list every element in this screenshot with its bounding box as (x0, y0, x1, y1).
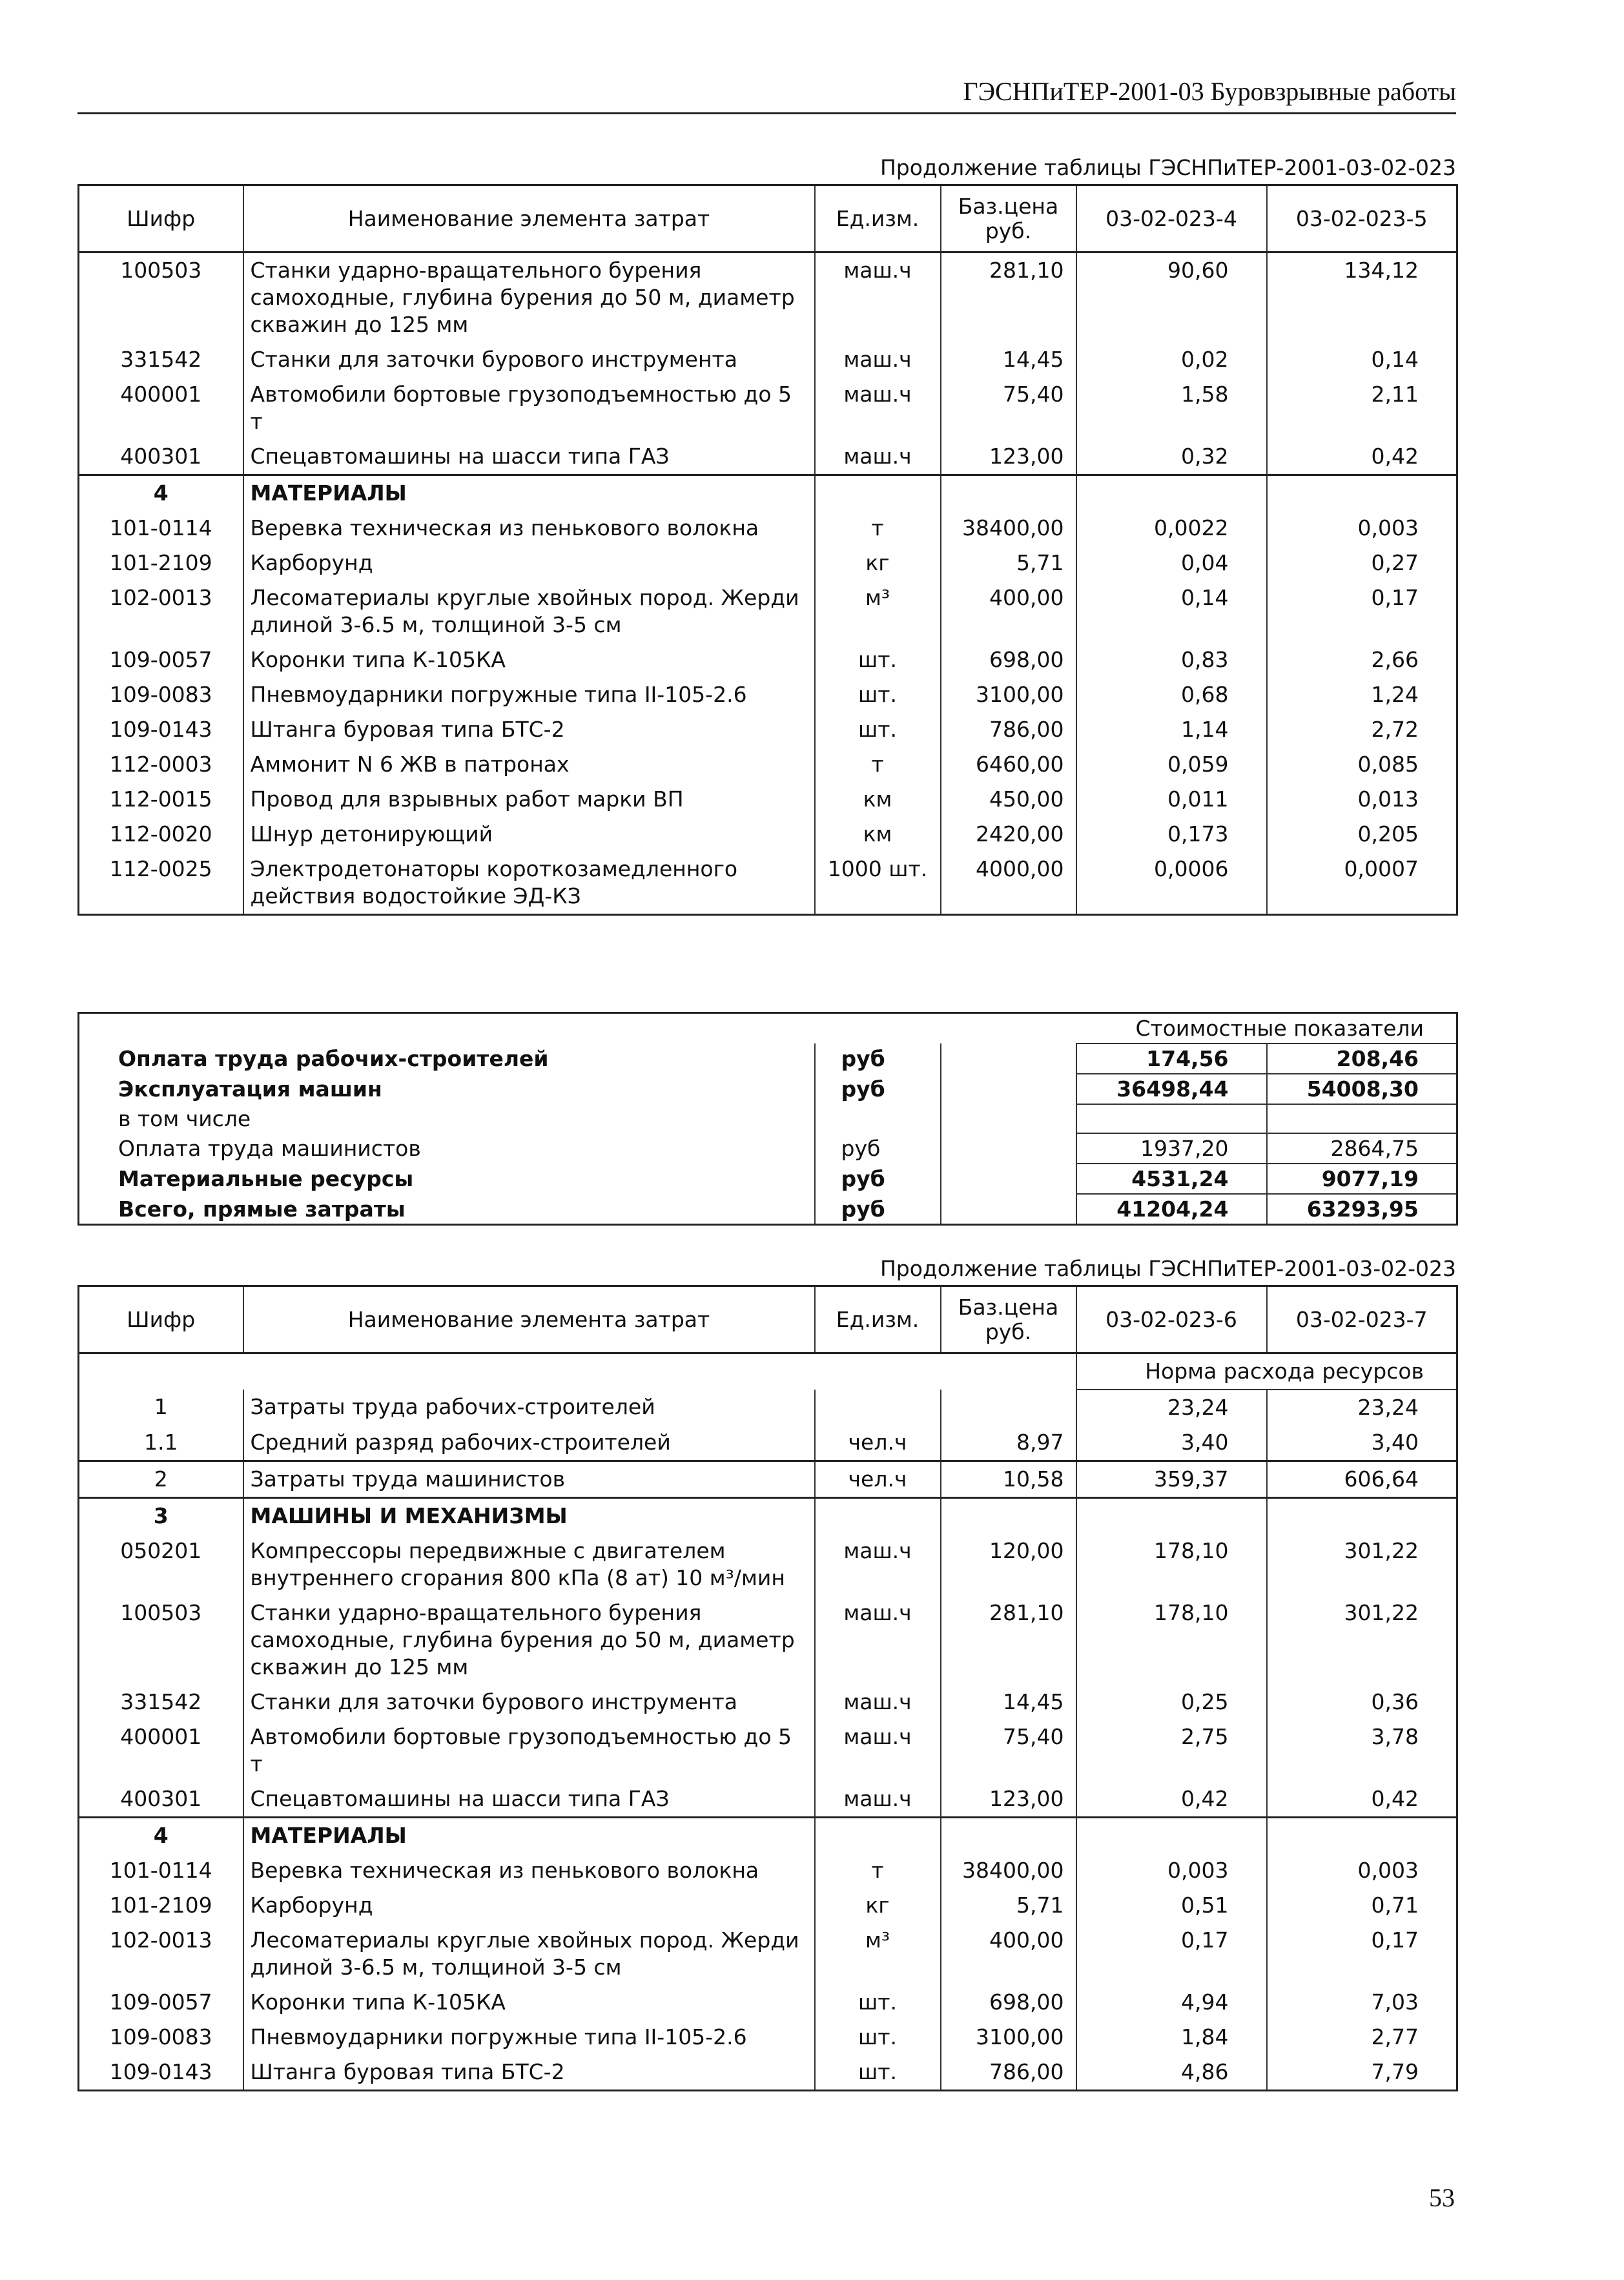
row-value-1 (1076, 475, 1267, 511)
table2-body (79, 1353, 1457, 2091)
norm-spacer (79, 1353, 1076, 1390)
table-row (79, 852, 1457, 915)
summary-label: Материальные ресурсы (118, 1166, 414, 1191)
summary-unit: руб (815, 1194, 941, 1225)
summary-value-2 (1267, 1104, 1457, 1133)
row-unit: маш.ч (815, 252, 941, 343)
row-unit: маш.ч (815, 1720, 941, 1782)
row-value-2: 0,36 (1267, 1685, 1457, 1720)
row-name: Пневмоударники погружные типа II-105-2.6 (243, 2020, 815, 2055)
row-value-1: 0,42 (1076, 1782, 1267, 1818)
table-row (79, 580, 1457, 642)
row-price: 75,40 (941, 377, 1076, 439)
row-code: 1 (79, 1390, 243, 1425)
row-value-1: 0,51 (1076, 1888, 1267, 1923)
table-row (79, 1923, 1457, 1985)
row-value-2: 0,013 (1267, 782, 1457, 817)
table-row (79, 677, 1457, 712)
row-value-2: 7,03 (1267, 1985, 1457, 2020)
table-row (79, 747, 1457, 782)
header-code: Шифр (79, 1286, 243, 1353)
summary-blank (941, 1104, 1076, 1133)
row-unit (815, 1818, 941, 1854)
summary-blank (941, 1074, 1076, 1104)
row-unit: т (815, 511, 941, 546)
row-price: 38400,00 (941, 511, 1076, 546)
row-price: 281,10 (941, 252, 1076, 343)
row-unit: маш.ч (815, 1596, 941, 1685)
row-value-2: 0,17 (1267, 1923, 1457, 1985)
row-price: 698,00 (941, 1985, 1076, 2020)
table-row (79, 1782, 1457, 1818)
header-col2: 03-02-023-7 (1267, 1286, 1457, 1353)
row-name: Штанга буровая типа БТС-2 (243, 2055, 815, 2091)
row-value-1: 178,10 (1076, 1534, 1267, 1596)
row-price: 123,00 (941, 1782, 1076, 1818)
row-code: 109-0057 (79, 642, 243, 677)
cost-summary (77, 1012, 1458, 1226)
row-code: 109-0057 (79, 1985, 243, 2020)
row-unit: маш.ч (815, 1685, 941, 1720)
row-unit: 1000 шт. (815, 852, 941, 915)
row-name: Затраты труда рабочих-строителей (243, 1390, 815, 1425)
row-value-1: 0,173 (1076, 817, 1267, 852)
header-col2: 03-02-023-5 (1267, 185, 1457, 252)
row-unit: чел.ч (815, 1461, 941, 1498)
row-value-2: 3,78 (1267, 1720, 1457, 1782)
row-code: 400001 (79, 377, 243, 439)
row-value-1: 0,14 (1076, 580, 1267, 642)
row-price: 8,97 (941, 1425, 1076, 1461)
table-row (79, 2020, 1457, 2055)
table-row (79, 1425, 1457, 1461)
table-row (79, 377, 1457, 439)
summary-value-1: 174,56 (1076, 1043, 1267, 1074)
row-name: Лесоматериалы круглые хвойных пород. Жерди длиной 3-6.5 м, толщиной 3-5 см (243, 1923, 815, 1985)
row-price: 123,00 (941, 439, 1076, 475)
table1-caption: Продолжение таблицы ГЭСНПиТЕР-2001-03-02-023 (879, 155, 1456, 180)
summary-value-1: 36498,44 (1076, 1074, 1267, 1104)
row-name: Спецавтомашины на шасси типа ГАЗ (243, 439, 815, 475)
row-code: 109-0143 (79, 2055, 243, 2091)
row-unit: м³ (815, 580, 941, 642)
row-code: 100503 (79, 252, 243, 343)
row-name: Веревка техническая из пенькового волокна (243, 511, 815, 546)
row-price: 38400,00 (941, 1853, 1076, 1888)
summary-value-1 (1076, 1104, 1267, 1133)
summary-value-1: 4531,24 (1076, 1164, 1267, 1194)
row-unit: чел.ч (815, 1425, 941, 1461)
row-value-1: 0,17 (1076, 1923, 1267, 1985)
row-price (941, 475, 1076, 511)
row-code: 331542 (79, 342, 243, 377)
row-value-1: 4,86 (1076, 2055, 1267, 2091)
header-price: Баз.цена руб. (941, 185, 1076, 252)
row-name: Веревка техническая из пенькового волокна (243, 1853, 815, 1888)
row-price: 3100,00 (941, 677, 1076, 712)
row-value-2: 606,64 (1267, 1461, 1457, 1498)
table-row (79, 1985, 1457, 2020)
row-code: 109-0083 (79, 677, 243, 712)
row-name: Затраты труда машинистов (243, 1461, 815, 1498)
summary-unit (815, 1104, 941, 1133)
row-name: Станки для заточки бурового инструмента (243, 342, 815, 377)
row-code: 4 (79, 1818, 243, 1854)
row-value-1: 0,25 (1076, 1685, 1267, 1720)
summary-value-2: 208,46 (1267, 1043, 1457, 1074)
summary-row (79, 1074, 1457, 1104)
row-value-2: 134,12 (1267, 252, 1457, 343)
summary-unit: руб (815, 1043, 941, 1074)
row-unit: маш.ч (815, 1782, 941, 1818)
table-row (79, 1888, 1457, 1923)
row-code: 101-2109 (79, 546, 243, 580)
row-name: Коронки типа К-105КА (243, 642, 815, 677)
row-value-1: 0,0006 (1076, 852, 1267, 915)
row-value-1: 0,003 (1076, 1853, 1267, 1888)
row-code: 102-0013 (79, 580, 243, 642)
header-code: Шифр (79, 185, 243, 252)
row-value-1: 0,83 (1076, 642, 1267, 677)
row-name: Штанга буровая типа БТС-2 (243, 712, 815, 747)
row-value-2 (1267, 1818, 1457, 1854)
row-value-2: 0,14 (1267, 342, 1457, 377)
row-value-1: 0,02 (1076, 342, 1267, 377)
row-code: 112-0025 (79, 852, 243, 915)
row-code: 101-0114 (79, 511, 243, 546)
row-code: 3 (79, 1498, 243, 1534)
header-unit: Ед.изм. (815, 185, 941, 252)
summary-heading-row (79, 1013, 1457, 1044)
table-row (79, 439, 1457, 475)
summary-value-2: 63293,95 (1267, 1194, 1457, 1225)
row-name: Автомобили бортовые грузоподъемностью до 5 т (243, 1720, 815, 1782)
table-row (79, 817, 1457, 852)
row-unit: маш.ч (815, 1534, 941, 1596)
row-value-1: 178,10 (1076, 1596, 1267, 1685)
row-value-2: 0,27 (1267, 546, 1457, 580)
table-row (79, 1853, 1457, 1888)
row-price (941, 1390, 1076, 1425)
row-price: 450,00 (941, 782, 1076, 817)
row-name: Провод для взрывных работ марки ВП (243, 782, 815, 817)
row-value-2: 301,22 (1267, 1534, 1457, 1596)
row-code: 331542 (79, 1685, 243, 1720)
row-unit: маш.ч (815, 377, 941, 439)
row-value-2: 0,42 (1267, 439, 1457, 475)
row-price: 2420,00 (941, 817, 1076, 852)
page-number: 53 (1429, 2183, 1455, 2212)
row-value-2: 3,40 (1267, 1425, 1457, 1461)
row-value-2: 2,66 (1267, 642, 1457, 677)
row-name: Автомобили бортовые грузоподъемностью до 5 т (243, 377, 815, 439)
row-unit: км (815, 817, 941, 852)
row-name: МАТЕРИАЛЫ (243, 475, 815, 511)
row-value-1: 0,68 (1076, 677, 1267, 712)
row-value-2: 0,003 (1267, 511, 1457, 546)
row-value-1: 359,37 (1076, 1461, 1267, 1498)
row-code: 112-0020 (79, 817, 243, 852)
row-unit: м³ (815, 1923, 941, 1985)
row-code: 400301 (79, 1782, 243, 1818)
row-unit: шт. (815, 1985, 941, 2020)
row-name: Станки ударно-вращательного бурения самоходные, глубина бурения до 50 м, диаметр скважин до 125 мм (243, 252, 815, 343)
row-value-1: 0,04 (1076, 546, 1267, 580)
row-name: Шнур детонирующий (243, 817, 815, 852)
row-unit: шт. (815, 642, 941, 677)
row-value-1: 1,14 (1076, 712, 1267, 747)
row-unit (815, 1390, 941, 1425)
row-value-2: 0,0007 (1267, 852, 1457, 915)
row-value-1: 4,94 (1076, 1985, 1267, 2020)
row-code: 2 (79, 1461, 243, 1498)
summary-row (79, 1194, 1457, 1225)
row-name: Станки для заточки бурового инструмента (243, 1685, 815, 1720)
header-col1: 03-02-023-4 (1076, 185, 1267, 252)
summary-label: Оплата труда машинистов (118, 1136, 421, 1161)
table1-body (79, 252, 1457, 915)
summary-row (79, 1164, 1457, 1194)
summary-value-1: 1937,20 (1076, 1133, 1267, 1164)
table-row (79, 1390, 1457, 1425)
summary-blank (941, 1164, 1076, 1194)
row-price: 698,00 (941, 642, 1076, 677)
row-price (941, 1498, 1076, 1534)
row-name: Станки ударно-вращательного бурения самоходные, глубина бурения до 50 м, диаметр скважин до 125 мм (243, 1596, 815, 1685)
document-title: ГЭСНПиТЕР-2001-03 Буровзрывные работы (963, 77, 1456, 106)
row-unit: т (815, 747, 941, 782)
row-unit: км (815, 782, 941, 817)
summary-spacer (79, 1013, 1076, 1044)
header-price: Баз.цена руб. (941, 1286, 1076, 1353)
summary-blank (941, 1133, 1076, 1164)
summary-row (79, 1133, 1457, 1164)
row-value-2: 301,22 (1267, 1596, 1457, 1685)
resource-table-1 (77, 184, 1458, 916)
row-value-1 (1076, 1498, 1267, 1534)
table-row (79, 1534, 1457, 1596)
row-name: МАШИНЫ И МЕХАНИЗМЫ (243, 1498, 815, 1534)
table-row (79, 546, 1457, 580)
row-code: 400301 (79, 439, 243, 475)
summary-label: в том числе (118, 1106, 251, 1131)
row-value-1: 0,059 (1076, 747, 1267, 782)
row-unit: кг (815, 1888, 941, 1923)
table-row (79, 1596, 1457, 1685)
summary-value-2: 2864,75 (1267, 1133, 1457, 1164)
row-value-1: 3,40 (1076, 1425, 1267, 1461)
row-value-2: 0,42 (1267, 1782, 1457, 1818)
row-price: 400,00 (941, 1923, 1076, 1985)
row-price: 4000,00 (941, 852, 1076, 915)
summary-label: Эксплуатация машин (118, 1076, 382, 1102)
header-name: Наименование элемента затрат (243, 185, 815, 252)
row-price: 400,00 (941, 580, 1076, 642)
row-price: 6460,00 (941, 747, 1076, 782)
row-price: 14,45 (941, 342, 1076, 377)
summary-blank (941, 1043, 1076, 1074)
table-row (79, 642, 1457, 677)
row-code: 4 (79, 475, 243, 511)
row-code: 101-0114 (79, 1853, 243, 1888)
row-unit: шт. (815, 2020, 941, 2055)
table-row (79, 782, 1457, 817)
row-name: Компрессоры передвижные с двигателем внутреннего сгорания 800 кПа (8 ат) 10 м³/мин (243, 1534, 815, 1596)
summary-value-2: 54008,30 (1267, 1074, 1457, 1104)
row-value-2: 0,71 (1267, 1888, 1457, 1923)
row-unit: маш.ч (815, 439, 941, 475)
row-value-1: 2,75 (1076, 1720, 1267, 1782)
summary-value-1: 41204,24 (1076, 1194, 1267, 1225)
row-value-2: 2,11 (1267, 377, 1457, 439)
row-name: Коронки типа К-105КА (243, 1985, 815, 2020)
page-header (77, 72, 1456, 114)
row-value-1: 1,58 (1076, 377, 1267, 439)
row-code: 100503 (79, 1596, 243, 1685)
row-value-2 (1267, 475, 1457, 511)
table-row (79, 252, 1457, 343)
row-code: 101-2109 (79, 1888, 243, 1923)
row-name: Спецавтомашины на шасси типа ГАЗ (243, 1782, 815, 1818)
table-row (79, 1461, 1457, 1498)
summary-body (79, 1013, 1457, 1225)
summary-row (79, 1043, 1457, 1074)
row-unit: шт. (815, 2055, 941, 2091)
row-name: Лесоматериалы круглые хвойных пород. Жерди длиной 3-6.5 м, толщиной 3-5 см (243, 580, 815, 642)
row-value-2: 2,77 (1267, 2020, 1457, 2055)
row-name: Электродетонаторы короткозамедленного действия водостойкие ЭД-КЗ (243, 852, 815, 915)
table2-caption: Продолжение таблицы ГЭСНПиТЕР-2001-03-02-023 (879, 1256, 1456, 1281)
row-code: 109-0083 (79, 2020, 243, 2055)
summary-unit: руб (815, 1164, 941, 1194)
row-price (941, 1818, 1076, 1854)
row-code: 112-0003 (79, 747, 243, 782)
header-col1: 03-02-023-6 (1076, 1286, 1267, 1353)
norm-label: Норма расхода ресурсов (1076, 1353, 1457, 1390)
row-price: 120,00 (941, 1534, 1076, 1596)
row-name: Аммонит N 6 ЖВ в патронах (243, 747, 815, 782)
row-price: 10,58 (941, 1461, 1076, 1498)
row-unit (815, 475, 941, 511)
table-row (79, 1720, 1457, 1782)
table-row (79, 712, 1457, 747)
row-name: Пневмоударники погружные типа II-105-2.6 (243, 677, 815, 712)
row-unit: кг (815, 546, 941, 580)
section-row (79, 1498, 1457, 1534)
row-price: 5,71 (941, 546, 1076, 580)
row-value-2: 0,085 (1267, 747, 1457, 782)
summary-row (79, 1104, 1457, 1133)
table-row (79, 1685, 1457, 1720)
row-price: 3100,00 (941, 2020, 1076, 2055)
row-price: 75,40 (941, 1720, 1076, 1782)
row-value-1: 0,32 (1076, 439, 1267, 475)
table-row (79, 342, 1457, 377)
summary-unit: руб (815, 1133, 941, 1164)
row-value-2: 23,24 (1267, 1390, 1457, 1425)
row-unit (815, 1498, 941, 1534)
summary-label: Всего, прямые затраты (118, 1196, 406, 1222)
row-value-1: 90,60 (1076, 252, 1267, 343)
row-price: 5,71 (941, 1888, 1076, 1923)
summary-blank (941, 1194, 1076, 1225)
row-unit: шт. (815, 712, 941, 747)
summary-label: Оплата труда рабочих-строителей (118, 1046, 549, 1071)
row-name: Карборунд (243, 1888, 815, 1923)
row-value-1: 23,24 (1076, 1390, 1267, 1425)
row-value-2: 7,79 (1267, 2055, 1457, 2091)
resource-table-2 (77, 1285, 1458, 2091)
summary-unit: руб (815, 1074, 941, 1104)
row-value-2: 0,205 (1267, 817, 1457, 852)
row-value-1: 0,011 (1076, 782, 1267, 817)
row-name: Карборунд (243, 546, 815, 580)
table-row (79, 2055, 1457, 2091)
summary-value-2: 9077,19 (1267, 1164, 1457, 1194)
row-value-1: 1,84 (1076, 2020, 1267, 2055)
header-unit: Ед.изм. (815, 1286, 941, 1353)
row-value-1 (1076, 1818, 1267, 1854)
section-row (79, 475, 1457, 511)
row-value-2: 0,003 (1267, 1853, 1457, 1888)
row-price: 14,45 (941, 1685, 1076, 1720)
table-row (79, 511, 1457, 546)
row-value-2: 0,17 (1267, 580, 1457, 642)
row-code: 1.1 (79, 1425, 243, 1461)
row-code: 050201 (79, 1534, 243, 1596)
row-code: 400001 (79, 1720, 243, 1782)
summary-heading: Стоимостные показатели (1076, 1013, 1457, 1044)
header-name: Наименование элемента затрат (243, 1286, 815, 1353)
row-value-2: 2,72 (1267, 712, 1457, 747)
row-value-1: 0,0022 (1076, 511, 1267, 546)
row-code: 112-0015 (79, 782, 243, 817)
row-unit: маш.ч (815, 342, 941, 377)
row-code: 109-0143 (79, 712, 243, 747)
row-unit: т (815, 1853, 941, 1888)
row-value-2: 1,24 (1267, 677, 1457, 712)
section-row (79, 1818, 1457, 1854)
row-name: Средний разряд рабочих-строителей (243, 1425, 815, 1461)
row-value-2 (1267, 1498, 1457, 1534)
row-price: 786,00 (941, 2055, 1076, 2091)
row-name: МАТЕРИАЛЫ (243, 1818, 815, 1854)
row-unit: шт. (815, 677, 941, 712)
row-code: 102-0013 (79, 1923, 243, 1985)
row-price: 786,00 (941, 712, 1076, 747)
row-price: 281,10 (941, 1596, 1076, 1685)
